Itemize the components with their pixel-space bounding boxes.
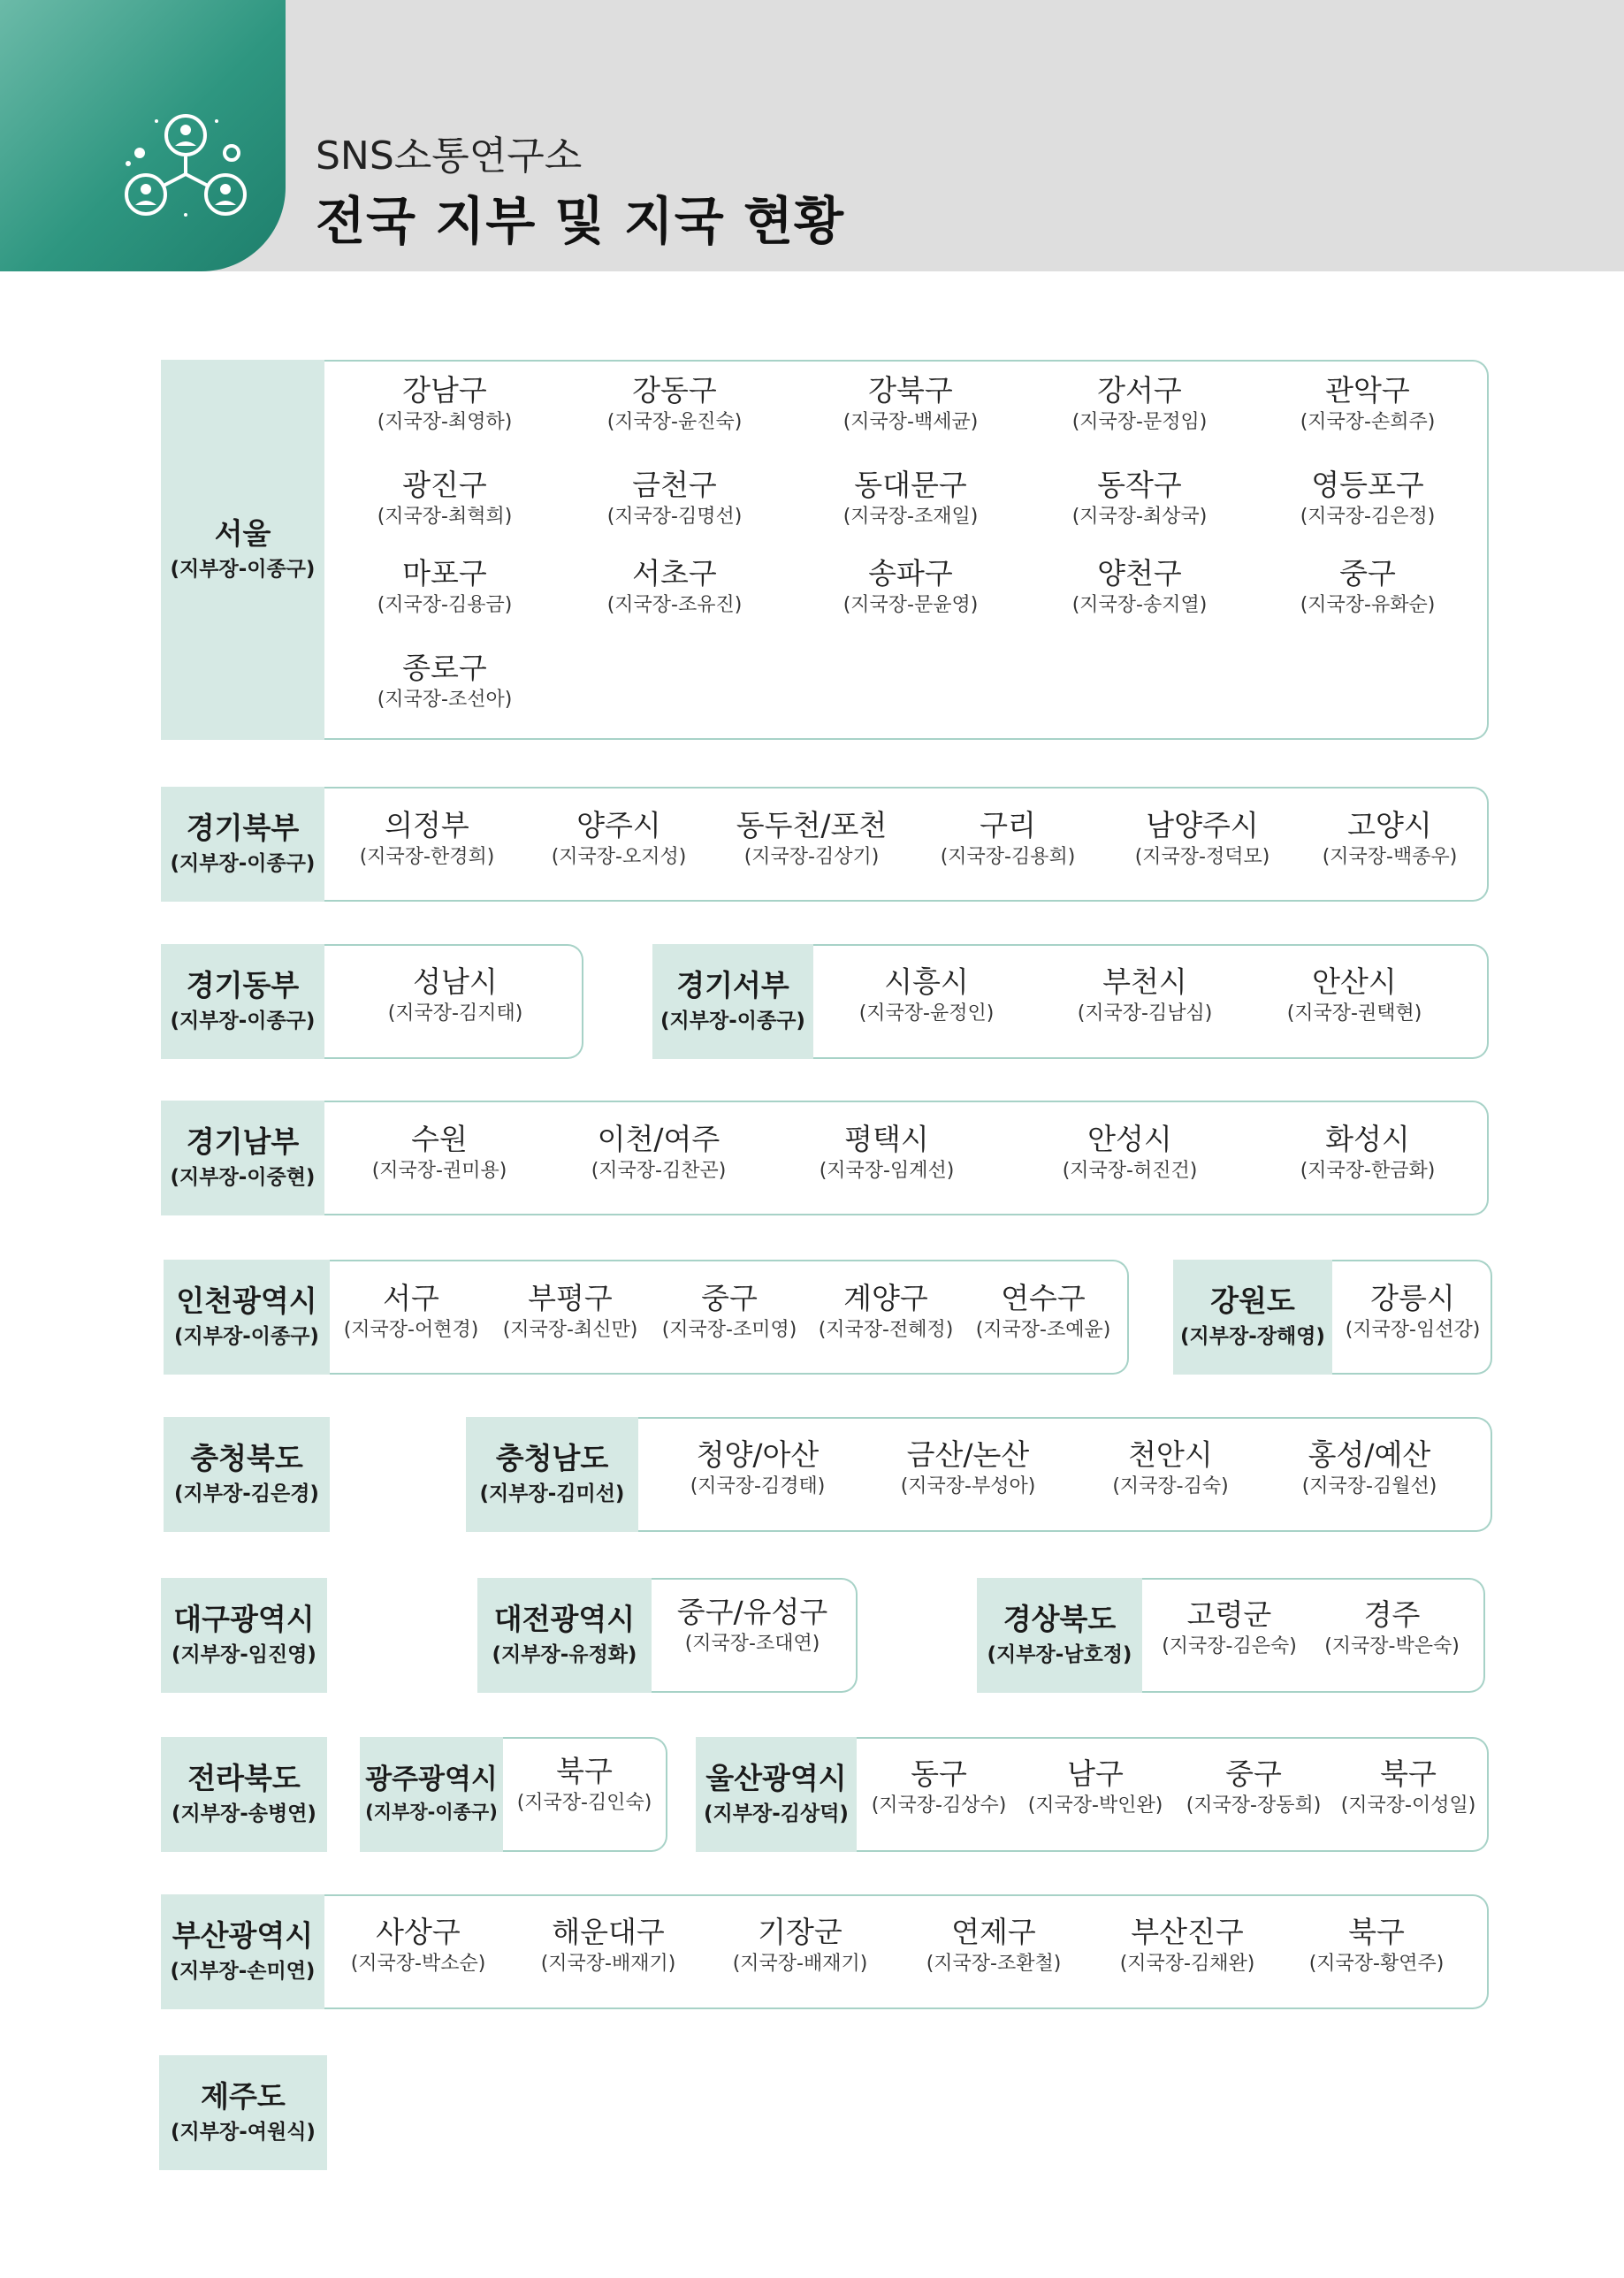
office-item — [827, 557, 995, 620]
office-item — [1147, 1598, 1311, 1661]
office-name: 부평구 — [528, 1281, 613, 1315]
office-item — [1099, 1916, 1276, 1978]
region-head: (지부장-김은경) — [174, 1482, 319, 1505]
office-name: 해운대구 — [552, 1915, 665, 1949]
region-head: (지부장-유정화) — [492, 1642, 637, 1666]
office-item — [1310, 1598, 1474, 1661]
office-head: (지국장-임선강) — [1345, 1318, 1481, 1341]
office-head: (지국장-김상기) — [743, 845, 880, 868]
region-head: (지부장-이종구) — [660, 1009, 805, 1032]
office-name: 이천/여주 — [597, 1122, 721, 1156]
office-item — [860, 1757, 1018, 1820]
region-head: (지부장-손미연) — [170, 1959, 316, 1983]
office-item — [591, 469, 759, 531]
region-name: 제주도 — [201, 2079, 286, 2114]
office-item — [1175, 1757, 1332, 1820]
office-item — [591, 374, 759, 437]
office-head: (지국장-백종우) — [1322, 845, 1458, 868]
office-head: (지국장-부성아) — [900, 1474, 1036, 1497]
region-name: 대구광역시 — [173, 1602, 315, 1637]
office-name: 강북구 — [868, 373, 953, 408]
region-head: (지부장-김미선) — [479, 1482, 625, 1505]
office-item — [1082, 1438, 1259, 1501]
office-head: (지국장-박은숙) — [1324, 1634, 1460, 1657]
office-item — [1284, 374, 1452, 437]
office-head: (지국장-김월선) — [1301, 1474, 1437, 1497]
office-item — [1017, 1757, 1174, 1820]
region-name: 경기동부 — [186, 968, 300, 1003]
page-header — [0, 0, 1624, 271]
office-name: 서초구 — [632, 556, 717, 590]
region-head: (지부장-이중현) — [170, 1165, 316, 1189]
region-header — [164, 1260, 330, 1375]
office-name: 동두천/포천 — [736, 808, 888, 842]
office-head: (지국장-김용금) — [377, 593, 513, 616]
office-name: 안성시 — [1087, 1122, 1172, 1156]
office-name: 서구 — [383, 1281, 439, 1315]
region-header — [466, 1417, 638, 1532]
office-head: (지국장-김채완) — [1119, 1952, 1255, 1975]
office-head: (지국장-손희주) — [1300, 410, 1436, 433]
region-name: 울산광역시 — [705, 1761, 847, 1796]
office-item — [1288, 1916, 1465, 1978]
office-name: 종로구 — [402, 651, 487, 685]
office-head: (지국장-조예윤) — [975, 1318, 1111, 1341]
region-head: (지부장-김상덕) — [704, 1802, 849, 1825]
office-item — [1056, 965, 1233, 1028]
office-item — [1056, 557, 1224, 620]
org-name: SNS소통연구소 — [316, 133, 583, 179]
region-head: (지부장-이종구) — [365, 1801, 498, 1823]
office-name: 성남시 — [413, 964, 498, 999]
region-header — [161, 787, 324, 902]
office-name: 북구 — [1348, 1915, 1405, 1949]
region-header — [360, 1737, 503, 1852]
office-name: 중구 — [1339, 556, 1396, 590]
office-head: (지국장-윤진숙) — [606, 410, 743, 433]
region-head: (지부장-이종구) — [170, 1009, 316, 1032]
region-header — [477, 1578, 652, 1693]
office-head: (지국장-어현경) — [343, 1318, 479, 1341]
office-item — [838, 965, 1015, 1028]
region-head: (지부장-남호정) — [987, 1642, 1132, 1666]
office-name: 동작구 — [1097, 468, 1182, 502]
office-item — [651, 1282, 808, 1345]
region-header — [652, 944, 813, 1059]
office-name: 고양시 — [1347, 808, 1432, 842]
office-name: 강릉시 — [1370, 1281, 1455, 1315]
office-item — [905, 1916, 1082, 1978]
office-name: 시흥시 — [884, 964, 969, 999]
office-name: 남양주시 — [1146, 808, 1259, 842]
office-name: 안산시 — [1312, 964, 1397, 999]
office-head: (지국장-김명선) — [606, 505, 743, 528]
office-name: 중구 — [1225, 1756, 1282, 1791]
office-name: 관악구 — [1325, 373, 1410, 408]
office-name: 의정부 — [385, 808, 469, 842]
office-name: 청양/아산 — [696, 1437, 820, 1472]
office-item — [361, 651, 529, 714]
office-name: 영등포구 — [1311, 468, 1424, 502]
office-name: 송파구 — [868, 556, 953, 590]
office-head: (지국장-윤정인) — [858, 1002, 995, 1025]
region-header — [977, 1578, 1142, 1693]
office-head: (지국장-한경희) — [359, 845, 495, 868]
office-item — [330, 1916, 507, 1978]
office-name: 수원 — [411, 1122, 468, 1156]
office-item — [880, 1438, 1056, 1501]
office-name: 경주 — [1363, 1597, 1421, 1632]
office-head: (지국장-조환철) — [926, 1952, 1062, 1975]
office-head: (지국장-이성일) — [1340, 1794, 1476, 1817]
office-name: 천안시 — [1128, 1437, 1213, 1472]
office-item — [1337, 1282, 1489, 1345]
office-item — [591, 557, 759, 620]
office-item — [827, 374, 995, 437]
office-item — [807, 1282, 964, 1345]
office-item — [570, 1123, 747, 1185]
region-name: 경기북부 — [186, 811, 300, 846]
office-item — [361, 557, 529, 620]
region-name: 충청북도 — [190, 1441, 303, 1476]
office-head: (지국장-백세균) — [842, 410, 979, 433]
region-header — [161, 1578, 327, 1693]
office-name: 중구/유성구 — [676, 1595, 828, 1629]
office-head: (지국장-김찬곤) — [591, 1159, 727, 1182]
region-header — [161, 1894, 324, 2009]
office-item — [1114, 809, 1291, 872]
office-item — [1056, 469, 1224, 531]
region-head: (지부장-이종구) — [174, 1324, 319, 1348]
office-item — [351, 1123, 528, 1185]
office-item — [919, 809, 1096, 872]
region-name: 전라북도 — [187, 1761, 301, 1796]
office-name: 북구 — [556, 1754, 613, 1788]
office-name: 남구 — [1067, 1756, 1124, 1791]
office-item — [361, 469, 529, 531]
region-head: (지부장-송병연) — [172, 1802, 316, 1825]
office-item — [798, 1123, 975, 1185]
office-head: (지국장-김지태) — [387, 1002, 523, 1025]
office-head: (지국장-박소순) — [350, 1952, 486, 1975]
region-header — [161, 944, 324, 1059]
office-head: (지국장-허진건) — [1062, 1159, 1198, 1182]
office-head: (지국장-최영하) — [377, 410, 513, 433]
office-head: (지국장-유화순) — [1300, 593, 1436, 616]
people-network-icon — [124, 110, 248, 221]
office-name: 금산/논산 — [906, 1437, 1030, 1472]
office-name: 사상구 — [376, 1915, 461, 1949]
office-head: (지국장-조대연) — [684, 1632, 820, 1655]
office-head: (지국장-조미영) — [661, 1318, 797, 1341]
office-item — [1056, 374, 1224, 437]
region-name: 경기남부 — [186, 1124, 300, 1160]
region-name: 인천광역시 — [176, 1284, 317, 1319]
office-name: 부산진구 — [1131, 1915, 1244, 1949]
office-name: 북구 — [1380, 1756, 1437, 1791]
office-name: 양천구 — [1097, 556, 1182, 590]
office-item — [712, 1916, 888, 1978]
office-name: 계양구 — [843, 1281, 928, 1315]
office-head: (지국장-권미용) — [371, 1159, 507, 1182]
office-head: (지국장-조재일) — [842, 505, 979, 528]
region-head: (지부장-이종구) — [170, 557, 316, 581]
region-head: (지부장-장해영) — [1180, 1324, 1325, 1348]
region-header — [161, 360, 324, 740]
region-head: (지부장-여원식) — [171, 2120, 316, 2144]
region-head: (지부장-이종구) — [170, 851, 316, 875]
office-head: (지국장-문정임) — [1071, 410, 1208, 433]
office-item — [506, 1755, 663, 1817]
region-name: 경기서부 — [676, 968, 789, 1003]
office-item — [1041, 1123, 1218, 1185]
office-head: (지국장-정덕모) — [1134, 845, 1270, 868]
office-head: (지국장-황연주) — [1308, 1952, 1445, 1975]
office-head: (지국장-한금화) — [1300, 1159, 1436, 1182]
office-head: (지국장-박인완) — [1027, 1794, 1163, 1817]
office-name: 양주시 — [576, 808, 661, 842]
office-head: (지국장-김남심) — [1077, 1002, 1213, 1025]
office-head: (지국장-최신만) — [502, 1318, 638, 1341]
office-item — [1281, 1438, 1458, 1501]
region-header — [164, 1417, 330, 1532]
office-name: 동구 — [911, 1756, 967, 1791]
office-name: 부천시 — [1102, 964, 1187, 999]
office-name: 구리 — [980, 808, 1036, 842]
office-head: (지국장-전혜정) — [818, 1318, 954, 1341]
office-name: 연수구 — [1001, 1281, 1086, 1315]
office-item — [1301, 809, 1478, 872]
office-item — [669, 1438, 846, 1501]
office-name: 강남구 — [402, 373, 487, 408]
region-header — [161, 1101, 324, 1215]
page-title: 전국 지부 및 지국 현황 — [316, 191, 845, 251]
office-head: (지국장-오지성) — [551, 845, 687, 868]
office-item — [530, 809, 707, 872]
office-name: 광진구 — [402, 468, 487, 502]
office-name: 홍성/예산 — [1308, 1437, 1431, 1472]
office-head: (지국장-김숙) — [1112, 1474, 1229, 1497]
office-head: (지국장-최혁희) — [377, 505, 513, 528]
region-name: 부산광역시 — [172, 1918, 314, 1954]
office-item — [339, 809, 515, 872]
office-item — [1266, 965, 1443, 1028]
office-head: (지국장-최상국) — [1071, 505, 1208, 528]
office-head: (지국장-조선아) — [377, 688, 513, 711]
office-item — [1284, 469, 1452, 531]
office-head: (지국장-김상수) — [871, 1794, 1007, 1817]
office-head: (지국장-장동희) — [1186, 1794, 1322, 1817]
office-name: 연제구 — [951, 1915, 1036, 1949]
office-name: 금천구 — [632, 468, 717, 502]
office-head: (지국장-송지열) — [1071, 593, 1208, 616]
region-name: 대전광역시 — [493, 1602, 636, 1637]
office-item — [723, 809, 900, 872]
office-item — [332, 1282, 490, 1345]
office-item — [492, 1282, 649, 1345]
office-name: 마포구 — [402, 556, 487, 590]
office-head: (지국장-김경태) — [690, 1474, 826, 1497]
office-item — [520, 1916, 697, 1978]
office-name: 평택시 — [844, 1122, 929, 1156]
office-item — [361, 374, 529, 437]
office-head: (지국장-김은정) — [1300, 505, 1436, 528]
office-head: (지국장-조유진) — [606, 593, 743, 616]
office-item — [1279, 1123, 1456, 1185]
region-name: 서울 — [214, 516, 271, 552]
region-header — [161, 1737, 327, 1852]
office-item — [659, 1596, 846, 1658]
office-name: 화성시 — [1325, 1122, 1410, 1156]
office-item — [345, 965, 566, 1028]
region-head: (지부장-임진영) — [172, 1642, 316, 1666]
office-head: (지국장-배재기) — [732, 1952, 868, 1975]
region-name: 광주광역시 — [365, 1763, 498, 1795]
office-name: 강동구 — [632, 373, 717, 408]
office-item — [827, 469, 995, 531]
office-head: (지국장-김용희) — [940, 845, 1076, 868]
region-header — [1173, 1260, 1332, 1375]
header-accent — [0, 0, 286, 271]
office-item — [1330, 1757, 1487, 1820]
office-name: 기장군 — [758, 1915, 842, 1949]
office-name: 강서구 — [1097, 373, 1182, 408]
office-head: (지국장-문윤영) — [842, 593, 979, 616]
office-head: (지국장-배재기) — [540, 1952, 676, 1975]
region-name: 충청남도 — [495, 1441, 609, 1476]
region-name: 경상북도 — [1003, 1602, 1117, 1637]
office-name: 고령군 — [1186, 1597, 1272, 1632]
office-name: 중구 — [701, 1281, 758, 1315]
region-name: 강원도 — [1210, 1284, 1295, 1319]
office-item — [1284, 557, 1452, 620]
office-item — [964, 1282, 1122, 1345]
office-name: 동대문구 — [854, 468, 967, 502]
region-header — [159, 2055, 327, 2170]
office-head: (지국장-김은숙) — [1162, 1634, 1297, 1657]
region-header — [696, 1737, 857, 1852]
office-head: (지국장-김인숙) — [516, 1791, 652, 1814]
office-head: (지국장-임계선) — [819, 1159, 955, 1182]
office-head: (지국장-권택현) — [1286, 1002, 1422, 1025]
